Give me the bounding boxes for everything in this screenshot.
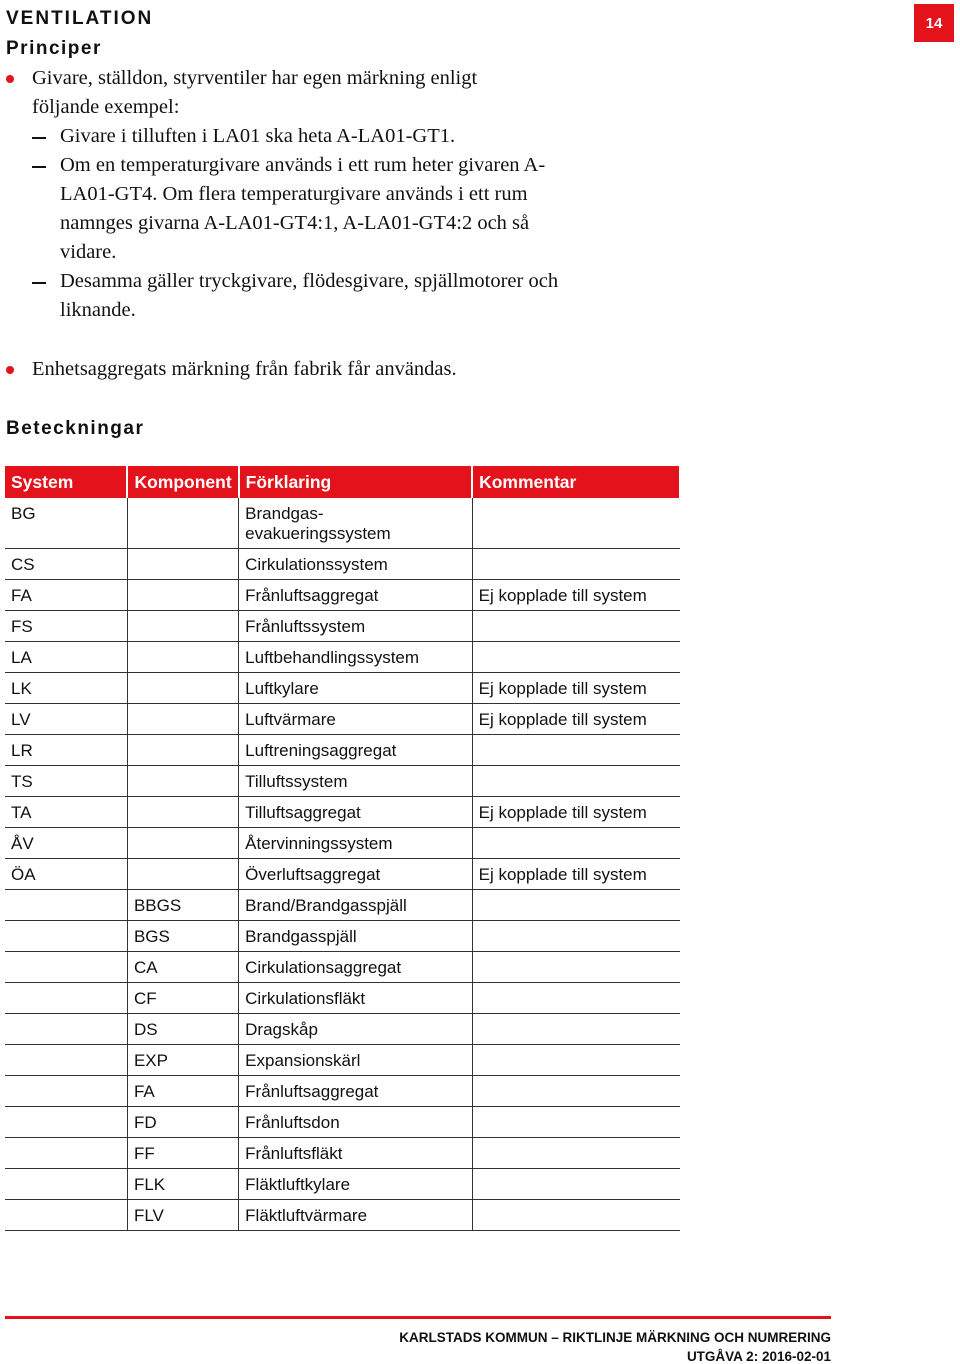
cell-explanation: Fläktluftkylare — [239, 1169, 472, 1200]
table-row — [5, 1107, 680, 1138]
cell-explanation: Frånluftsfläkt — [239, 1138, 472, 1169]
cell-system: BG — [5, 498, 127, 549]
cell-component: FD — [127, 1107, 238, 1138]
principle-dash-2: Om en temperaturgivare används i ett rum heter givaren A-LA01-GT4. Om flera temperaturgivare används i ett rum namnges givarna A-LA01-GT4:1, A-LA01-GT4:2 och så vidare. — [60, 154, 546, 263]
cell-system — [5, 1169, 127, 1200]
cell-comment — [472, 1169, 680, 1200]
cell-explanation: Cirkulationsaggregat — [239, 952, 472, 983]
table-row — [5, 549, 680, 580]
table-row — [5, 1045, 680, 1076]
cell-system: ÅV — [5, 828, 127, 859]
table-row — [5, 766, 680, 797]
cell-explanation: Tilluftsaggregat — [239, 797, 472, 828]
table-row — [5, 704, 680, 735]
cell-explanation: Dragskåp — [239, 1014, 472, 1045]
dash-icon — [32, 166, 46, 168]
subsection-title-designations: Beteckningar — [6, 418, 145, 439]
cell-comment: Ej kopplade till system — [472, 859, 680, 890]
cell-component: BGS — [127, 921, 238, 952]
table-row — [5, 580, 680, 611]
cell-component — [127, 704, 238, 735]
cell-system: FS — [5, 611, 127, 642]
table-row — [5, 797, 680, 828]
cell-system: ÖA — [5, 859, 127, 890]
table-row — [5, 983, 680, 1014]
cell-explanation: Expansionskärl — [239, 1045, 472, 1076]
footer-edition: UTGÅVA 2: 2016-02-01 — [686, 1349, 831, 1364]
cell-explanation: Cirkulationssystem — [239, 549, 472, 580]
cell-component — [127, 735, 238, 766]
cell-comment — [472, 983, 680, 1014]
cell-component — [127, 549, 238, 580]
cell-comment: Ej kopplade till system — [472, 704, 680, 735]
cell-system — [5, 1107, 127, 1138]
cell-system — [5, 1014, 127, 1045]
cell-explanation: Luftkylare — [239, 673, 472, 704]
cell-comment — [472, 735, 680, 766]
cell-comment — [472, 921, 680, 952]
table-header-row — [5, 466, 680, 498]
cell-component: DS — [127, 1014, 238, 1045]
principle-bullet-2: Enhetsaggregats märkning från fabrik får användas. — [32, 358, 457, 380]
bullet-icon — [6, 366, 14, 374]
designations-table — [5, 466, 681, 1231]
cell-comment — [472, 611, 680, 642]
cell-component — [127, 828, 238, 859]
table-row — [5, 1076, 680, 1107]
cell-explanation: Luftreningsaggregat — [239, 735, 472, 766]
cell-system — [5, 1138, 127, 1169]
cell-system — [5, 1045, 127, 1076]
cell-comment — [472, 1014, 680, 1045]
cell-system — [5, 1200, 127, 1231]
cell-component — [127, 859, 238, 890]
cell-component: BBGS — [127, 890, 238, 921]
cell-system: TS — [5, 766, 127, 797]
cell-comment: Ej kopplade till system — [472, 580, 680, 611]
table-row — [5, 611, 680, 642]
cell-system: TA — [5, 797, 127, 828]
cell-component — [127, 642, 238, 673]
cell-system: LA — [5, 642, 127, 673]
table-row — [5, 859, 680, 890]
cell-comment — [472, 952, 680, 983]
table-row — [5, 890, 680, 921]
table-row — [5, 498, 680, 549]
cell-comment — [472, 549, 680, 580]
cell-system: LR — [5, 735, 127, 766]
cell-system: LK — [5, 673, 127, 704]
table-row — [5, 1169, 680, 1200]
cell-explanation: Fläktluftvärmare — [239, 1200, 472, 1231]
table-row — [5, 952, 680, 983]
cell-system — [5, 1076, 127, 1107]
cell-system — [5, 921, 127, 952]
cell-component: CA — [127, 952, 238, 983]
cell-component: FLV — [127, 1200, 238, 1231]
table-row — [5, 921, 680, 952]
cell-explanation: Frånluftsaggregat — [239, 580, 472, 611]
cell-explanation: Återvinningssystem — [239, 828, 472, 859]
cell-component: FF — [127, 1138, 238, 1169]
cell-component — [127, 673, 238, 704]
table-row — [5, 1138, 680, 1169]
cell-comment — [472, 1045, 680, 1076]
cell-explanation: Luftbehandlingssystem — [239, 642, 472, 673]
cell-system — [5, 983, 127, 1014]
page-number-badge: 14 — [914, 4, 954, 42]
table-row — [5, 642, 680, 673]
cell-component: FA — [127, 1076, 238, 1107]
principle-bullet-1: Givare, ställdon, styrventiler har egen märkning enligt följande exempel: — [32, 67, 478, 118]
table-row — [5, 828, 680, 859]
cell-system: FA — [5, 580, 127, 611]
cell-explanation: Luftvärmare — [239, 704, 472, 735]
cell-comment — [472, 1107, 680, 1138]
table-row — [5, 735, 680, 766]
footer-organization: KARLSTADS KOMMUN – RIKTLINJE MÄRKNING OCH NUMRERING — [399, 1330, 831, 1345]
cell-system — [5, 952, 127, 983]
cell-explanation: Brand/Brandgasspjäll — [239, 890, 472, 921]
principle-dash-1: Givare i tilluften i LA01 ska heta A-LA01-GT1. — [60, 125, 456, 147]
cell-component: EXP — [127, 1045, 238, 1076]
table-row — [5, 673, 680, 704]
cell-comment — [472, 1076, 680, 1107]
cell-comment — [472, 642, 680, 673]
cell-comment — [472, 890, 680, 921]
header-component: Komponent — [127, 466, 238, 498]
cell-component — [127, 580, 238, 611]
cell-explanation: Frånluftssystem — [239, 611, 472, 642]
cell-explanation: Tilluftssystem — [239, 766, 472, 797]
header-explanation: Förklaring — [239, 466, 472, 498]
cell-comment — [472, 1200, 680, 1231]
cell-comment — [472, 498, 680, 549]
cell-system: LV — [5, 704, 127, 735]
bullet-icon — [6, 75, 14, 83]
cell-component — [127, 611, 238, 642]
cell-explanation: Frånluftsaggregat — [239, 1076, 472, 1107]
dash-icon — [32, 137, 46, 139]
dash-icon — [32, 282, 46, 284]
cell-component — [127, 498, 238, 549]
section-title: VENTILATION — [6, 8, 154, 29]
header-system: System — [5, 466, 127, 498]
cell-comment — [472, 766, 680, 797]
cell-comment — [472, 1138, 680, 1169]
header-comment: Kommentar — [472, 466, 680, 498]
footer-divider — [5, 1316, 831, 1319]
cell-explanation: Brandgasspjäll — [239, 921, 472, 952]
cell-comment — [472, 828, 680, 859]
cell-explanation: Brandgas- evakueringssystem — [239, 498, 472, 549]
cell-component: CF — [127, 983, 238, 1014]
cell-comment: Ej kopplade till system — [472, 797, 680, 828]
cell-explanation: Överluftsaggregat — [239, 859, 472, 890]
cell-explanation: Frånluftsdon — [239, 1107, 472, 1138]
cell-component — [127, 766, 238, 797]
cell-explanation: Cirkulationsfläkt — [239, 983, 472, 1014]
cell-component: FLK — [127, 1169, 238, 1200]
cell-comment: Ej kopplade till system — [472, 673, 680, 704]
subsection-title-principles: Principer — [6, 38, 102, 59]
table-row — [5, 1014, 680, 1045]
cell-system: CS — [5, 549, 127, 580]
principle-dash-3: Desamma gäller tryckgivare, flödesgivare, spjällmotorer och liknande. — [60, 270, 559, 321]
table-row — [5, 1200, 680, 1231]
cell-system — [5, 890, 127, 921]
cell-component — [127, 797, 238, 828]
